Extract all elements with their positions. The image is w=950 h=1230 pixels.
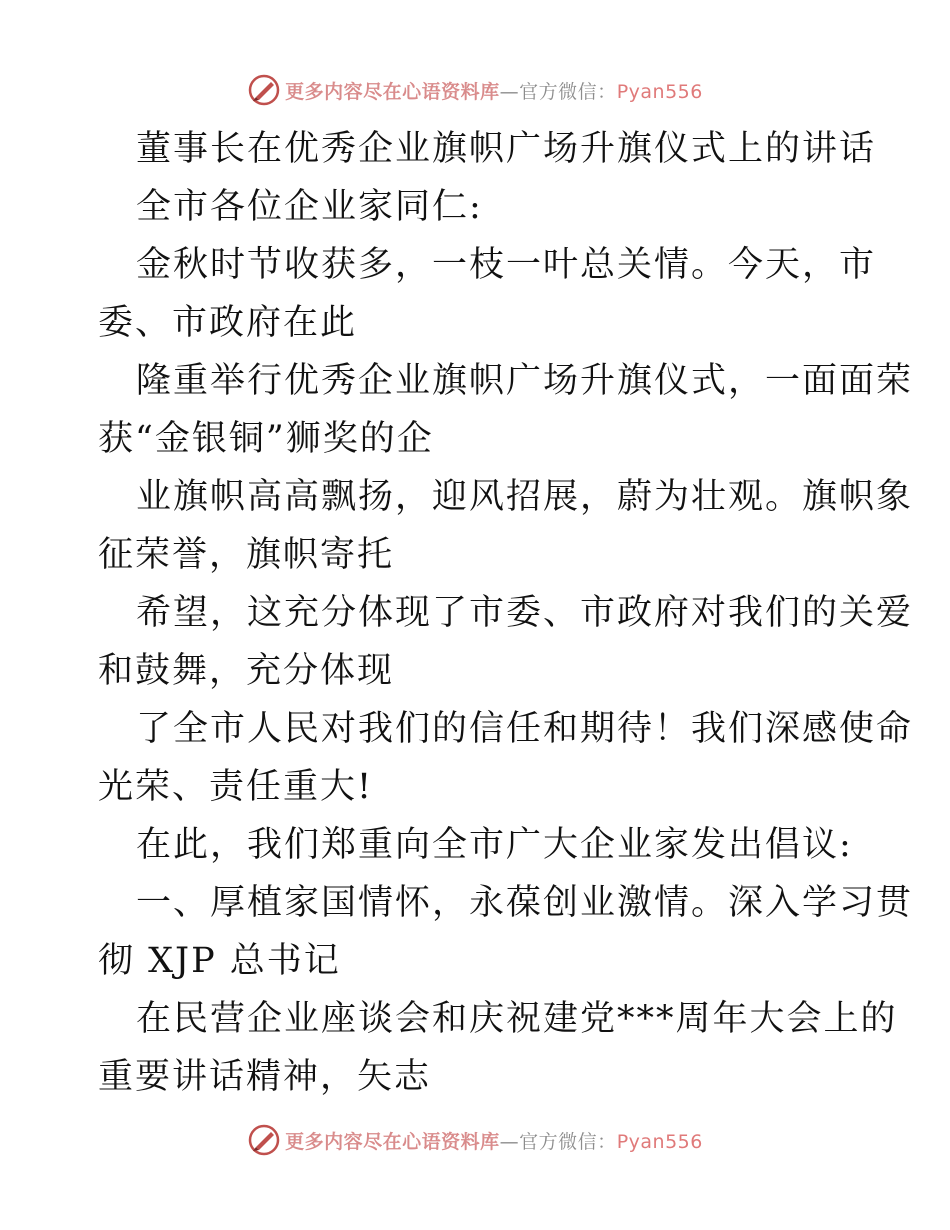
header-wechat-id: Pyan556 [616, 80, 703, 103]
text-line: 一、厚植家国情怀，永葆创业激情。深入学习贯 [136, 883, 914, 923]
header-banner-text [285, 77, 703, 104]
text-line: 希望，这充分体现了市委、市政府对我们的关爱 [136, 593, 914, 633]
text-line: 获“金银铜”狮奖的企 [98, 419, 434, 459]
footer-wechat-id: Pyan556 [616, 1130, 703, 1153]
text-line: 在民营企业座谈会和庆祝建党***周年大会上的 [136, 999, 898, 1039]
footer-banner [0, 1120, 950, 1160]
text-line: 光荣、责任重大! [98, 767, 374, 807]
text-line: 董事长在优秀企业旗帜广场升旗仪式上的讲话 [136, 129, 877, 169]
brand-logo-icon [247, 73, 281, 107]
text-line: 重要讲话精神，矢志 [98, 1057, 432, 1097]
header-banner [0, 70, 950, 110]
footer-separator: — [499, 1130, 520, 1153]
text-line: 隆重举行优秀企业旗帜广场升旗仪式，一面面荣 [136, 361, 914, 401]
text-line: 和鼓舞，充分体现 [98, 651, 395, 691]
text-line: 征荣誉，旗帜寄托 [98, 535, 395, 575]
header-wechat-label: 官方微信： [519, 80, 617, 103]
header-brand-text: 更多内容尽在心语资料库 [285, 80, 500, 103]
header-separator: — [499, 80, 520, 103]
footer-banner-text [285, 1127, 703, 1154]
text-line: 了全市人民对我们的信任和期待！我们深感使命 [136, 709, 914, 749]
text-line: 业旗帜高高飘扬，迎风招展，蔚为壮观。旗帜象 [136, 477, 914, 517]
brand-logo-icon [247, 1123, 281, 1157]
footer-brand-text: 更多内容尽在心语资料库 [285, 1130, 500, 1153]
footer-wechat-label: 官方微信： [519, 1130, 617, 1153]
text-line: 委、市政府在此 [98, 303, 358, 343]
text-line: 彻 XJP 总书记 [98, 941, 341, 981]
text-line: 全市各位企业家同仁: [136, 187, 483, 227]
text-line: 金秋时节收获多，一枝一叶总关情。今天，市 [136, 245, 877, 285]
text-line: 在此，我们郑重向全市广大企业家发出倡议: [136, 825, 853, 865]
document-body [98, 120, 914, 1106]
